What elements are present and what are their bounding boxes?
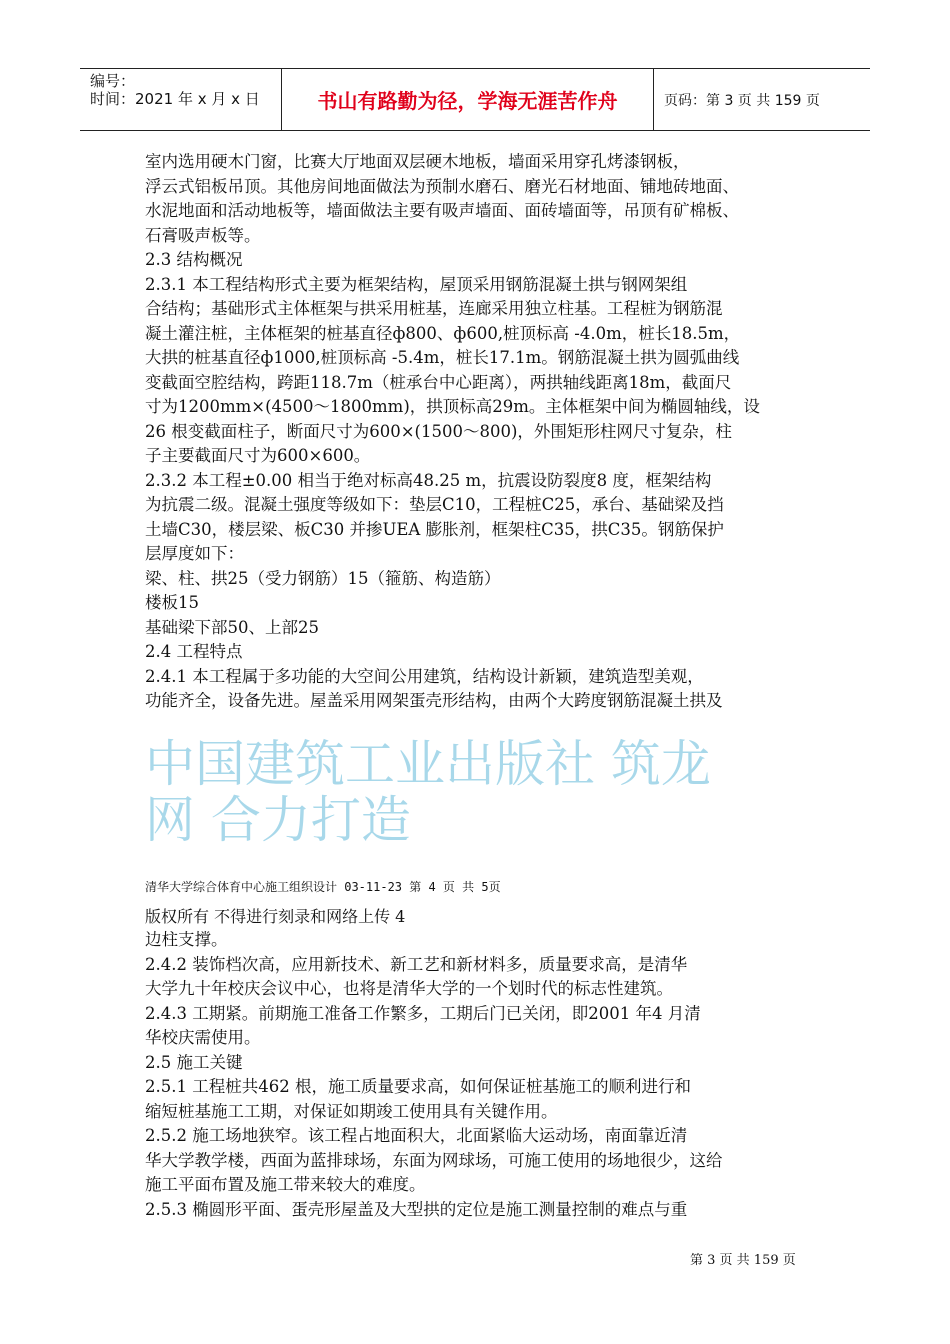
copyright-notice: 版权所有 不得进行刻录和网络上传 4 <box>145 907 406 926</box>
header-page-label: 页码：第 3 页 共 159 页 <box>664 92 820 109</box>
text-line: 土墙C30，楼层梁、板C30 并掺UEA 膨胀剂，框架柱C35，拱C35。钢筋保护 <box>145 519 724 539</box>
watermark-line: 网 合力打造 <box>145 791 411 849</box>
text-line: 水泥地面和活动地板等，墙面做法主要有吸声墙面、面砖墙面等，吊顶有矿棉板、 <box>145 201 739 220</box>
header-meta-cell <box>80 69 282 130</box>
section-heading: 2.5 施工关键 <box>145 1052 243 1072</box>
watermark-line: 中国建筑工业出版社 筑龙 <box>145 735 711 793</box>
text-line: 2.5.3 椭圆形平面、蛋壳形屋盖及大型拱的定位是施工测量控制的难点与重 <box>145 1199 688 1219</box>
section-heading: 2.3 结构概况 <box>145 250 243 269</box>
text-line: 室内选用硬木门窗，比赛大厅地面双层硬木地板，墙面采用穿孔烤漆钢板， <box>145 152 690 171</box>
text-line: 子主要截面尺寸为600×600。 <box>145 446 371 465</box>
text-line: 梁、柱、拱25（受力钢筋）15（箍筋、构造筋） <box>145 568 501 588</box>
text-line: 层厚度如下： <box>145 544 244 563</box>
text-line: 2.3.2 本工程±0.00 相当于绝对标高48.25 m，抗震设防裂度8 度，框架结构 <box>145 470 712 490</box>
text-line: 2.4.2 装饰档次高，应用新技术、新工艺和新材料多，质量要求高，是清华 <box>145 954 688 974</box>
text-line: 26 根变截面柱子，断面尺寸为600×(1500～800)，外围矩形柱网尺寸复杂，柱 <box>145 421 732 441</box>
text-line: 2.4.1 本工程属于多功能的大空间公用建筑，结构设计新颖，建筑造型美观， <box>145 666 704 686</box>
text-line: 寸为1200mm×(4500～1800mm)，拱顶标高29m。主体框架中间为椭圆轴线，设 <box>145 397 760 416</box>
text-line: 施工平面布置及施工带来较大的难度。 <box>145 1175 426 1194</box>
header-motto: 书山有路勤为径，学海无涯苦作舟 <box>282 69 654 130</box>
text-line: 边柱支撑。 <box>145 930 228 949</box>
text-line: 合结构；基础形式主体框架与拱采用桩基，连廊采用独立柱基。工程桩为钢筋混 <box>145 299 723 318</box>
text-line: 变截面空腔结构，跨距118.7m（桩承台中心距离），两拱轴线距离18m，截面尺 <box>145 372 732 392</box>
text-line: 2.4.3 工期紧。前期施工准备工作繁多，工期后门已关闭，即2001 年4 月清 <box>145 1003 701 1023</box>
body-text-section-1 <box>145 150 825 714</box>
text-line: 大学九十年校庆会议中心，也将是清华大学的一个划时代的标志性建筑。 <box>145 979 673 998</box>
page-header <box>80 68 870 131</box>
text-line: 华校庆需使用。 <box>145 1028 261 1047</box>
text-line: 大拱的桩基直径ф1000,桩顶标高 -5.4m，桩长17.1m。钢筋混凝土拱为圆弧曲线 <box>145 348 740 367</box>
page-number: 第 3 页 共 159 页 <box>690 1253 796 1268</box>
text-line: 2.5.1 工程桩共462 根，施工质量要求高，如何保证桩基施工的顺利进行和 <box>145 1077 691 1096</box>
text-line: 为抗震二级。混凝土强度等级如下：垫层C10，工程桩C25，承台、基础梁及挡 <box>145 495 724 514</box>
text-line: 石膏吸声板等。 <box>145 225 261 245</box>
document-code-label: 编号： <box>90 72 136 90</box>
text-line: 楼板15 <box>145 593 199 612</box>
text-line: 2.5.2 施工场地狭窄。该工程占地面积大，北面紧临大运动场，南面靠近清 <box>145 1126 688 1145</box>
text-line: 浮云式铝板吊顶。其他房间地面做法为预制水磨石、磨光石材地面、铺地砖地面、 <box>145 176 739 196</box>
text-line: 华大学教学楼，西面为蓝排球场，东面为网球场，可施工使用的场地很少，这给 <box>145 1150 723 1170</box>
text-line: 2.3.1 本工程结构形式主要为框架结构，屋顶采用钢筋混凝土拱与钢网架组 <box>145 274 688 294</box>
text-line: 凝土灌注桩，主体框架的桩基直径ф800、ф600,桩顶标高 -4.0m，桩长18.5m， <box>145 323 741 343</box>
embedded-footer-note: 清华大学综合体育中心施工组织设计 03-11-23 第 4 页 共 5页 <box>145 880 501 894</box>
publisher-watermark <box>145 736 825 848</box>
document-time-label: 时间：2021 年 x 月 x 日 <box>90 90 260 108</box>
text-line: 功能齐全，设备先进。屋盖采用网架蛋壳形结构，由两个大跨度钢筋混凝土拱及 <box>145 691 723 710</box>
section-heading: 2.4 工程特点 <box>145 642 243 661</box>
text-line: 缩短桩基施工工期，对保证如期竣工使用具有关键作用。 <box>145 1101 558 1121</box>
body-text-section-2 <box>145 928 825 1222</box>
text-line: 基础梁下部50、上部25 <box>145 617 319 637</box>
